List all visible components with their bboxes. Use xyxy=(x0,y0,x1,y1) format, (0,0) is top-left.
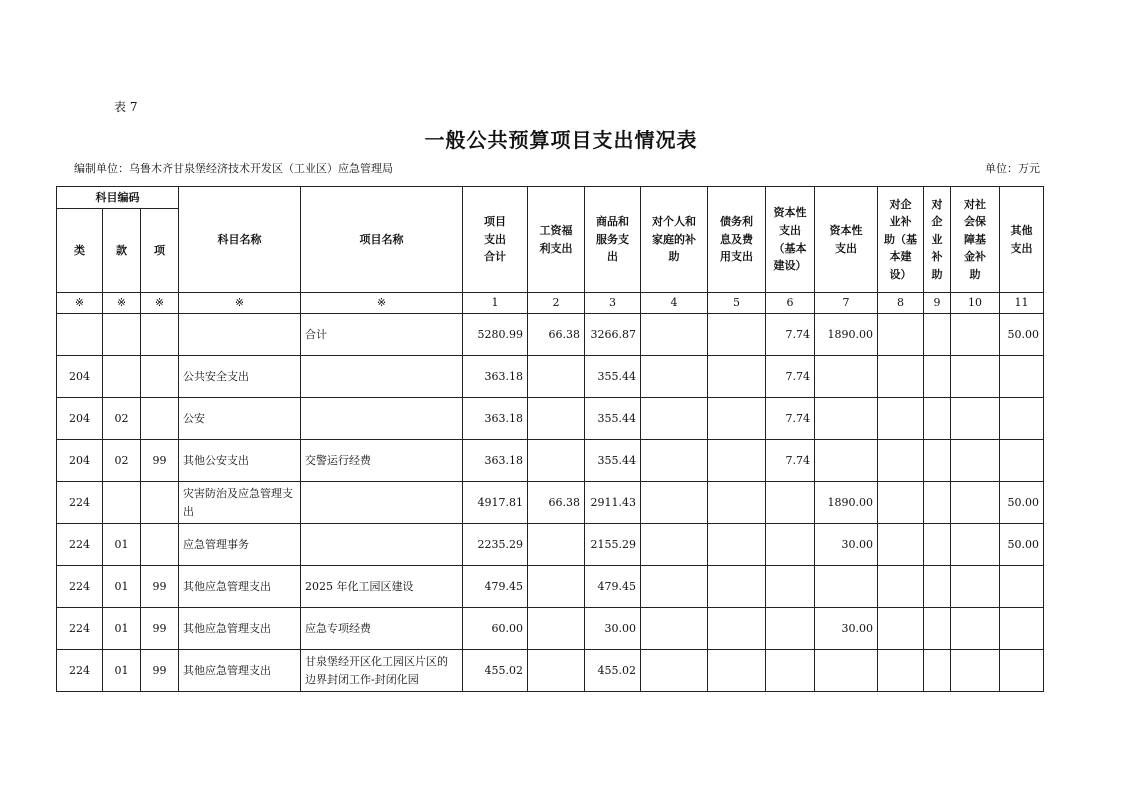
kuan-cell xyxy=(103,482,141,524)
subject-name-cell: 其他应急管理支出 xyxy=(179,650,301,692)
column-index-cell: 11 xyxy=(1000,293,1044,314)
value-cell xyxy=(815,440,878,482)
value-cell xyxy=(766,566,815,608)
table-row xyxy=(57,650,1044,692)
value-cell: 363.18 xyxy=(463,440,528,482)
value-cell: 7.74 xyxy=(766,356,815,398)
value-cell xyxy=(528,608,585,650)
value-cell: 50.00 xyxy=(1000,482,1044,524)
value-cell xyxy=(641,356,708,398)
value-cell xyxy=(924,650,951,692)
value-cell: 455.02 xyxy=(463,650,528,692)
value-cell xyxy=(951,440,1000,482)
kuan-cell: 01 xyxy=(103,566,141,608)
value-cell: 30.00 xyxy=(815,608,878,650)
value-cell xyxy=(951,650,1000,692)
value-cell xyxy=(528,440,585,482)
kuan-cell: 02 xyxy=(103,440,141,482)
value-cell xyxy=(641,440,708,482)
col-header-10: 对社 会保 障基 金补 助 xyxy=(951,187,1000,293)
value-cell xyxy=(878,314,924,356)
value-cell xyxy=(708,482,766,524)
value-cell xyxy=(878,608,924,650)
lei-cell: 224 xyxy=(57,482,103,524)
project-name-cell xyxy=(301,398,463,440)
value-cell xyxy=(815,398,878,440)
column-index-cell: ※ xyxy=(179,293,301,314)
value-cell: 355.44 xyxy=(585,398,641,440)
value-cell xyxy=(708,398,766,440)
value-cell: 4917.81 xyxy=(463,482,528,524)
project-name-cell xyxy=(301,356,463,398)
value-cell xyxy=(951,608,1000,650)
col-header-9: 对 企 业 补 助 xyxy=(924,187,951,293)
value-cell xyxy=(878,482,924,524)
value-cell xyxy=(641,398,708,440)
value-cell xyxy=(641,566,708,608)
value-cell: 7.74 xyxy=(766,398,815,440)
value-cell xyxy=(951,482,1000,524)
value-cell xyxy=(878,650,924,692)
value-cell: 30.00 xyxy=(585,608,641,650)
value-cell xyxy=(641,650,708,692)
value-cell xyxy=(878,566,924,608)
table-row xyxy=(57,314,1044,356)
column-index-cell: 4 xyxy=(641,293,708,314)
column-index-cell: 10 xyxy=(951,293,1000,314)
project-name-cell xyxy=(301,524,463,566)
project-name-header: 项目名称 xyxy=(301,187,463,293)
column-index-cell: 2 xyxy=(528,293,585,314)
subject-name-header: 科目名称 xyxy=(179,187,301,293)
value-cell xyxy=(924,356,951,398)
col-header-7: 资本性 支出 xyxy=(815,187,878,293)
subject-name-cell: 公安 xyxy=(179,398,301,440)
column-index-cell: 3 xyxy=(585,293,641,314)
value-cell xyxy=(708,566,766,608)
value-cell: 363.18 xyxy=(463,356,528,398)
value-cell xyxy=(878,356,924,398)
kuan-cell xyxy=(103,314,141,356)
table-row xyxy=(57,524,1044,566)
value-cell xyxy=(815,650,878,692)
value-cell: 355.44 xyxy=(585,356,641,398)
value-cell: 7.74 xyxy=(766,314,815,356)
table-row xyxy=(57,398,1044,440)
compiling-unit: 编制单位：乌鲁木齐甘泉堡经济技术开发区（工业区）应急管理局 xyxy=(74,162,393,175)
xiang-cell: 99 xyxy=(141,566,179,608)
value-cell: 479.45 xyxy=(463,566,528,608)
value-cell xyxy=(878,524,924,566)
value-cell xyxy=(641,608,708,650)
column-index-cell: 9 xyxy=(924,293,951,314)
xiang-cell xyxy=(141,314,179,356)
value-cell: 66.38 xyxy=(528,314,585,356)
kuan-cell: 01 xyxy=(103,608,141,650)
value-cell xyxy=(1000,398,1044,440)
value-cell xyxy=(924,608,951,650)
value-cell: 7.74 xyxy=(766,440,815,482)
value-cell xyxy=(528,650,585,692)
col-header-8: 对企 业补 助（基 本建 设） xyxy=(878,187,924,293)
value-cell xyxy=(878,440,924,482)
value-cell xyxy=(528,524,585,566)
value-cell xyxy=(528,356,585,398)
value-cell xyxy=(951,524,1000,566)
xiang-cell: 99 xyxy=(141,650,179,692)
lei-cell: 204 xyxy=(57,356,103,398)
xiang-cell xyxy=(141,482,179,524)
value-cell xyxy=(951,398,1000,440)
value-cell xyxy=(1000,608,1044,650)
lei-cell: 224 xyxy=(57,566,103,608)
column-index-cell: 7 xyxy=(815,293,878,314)
xiang-cell xyxy=(141,356,179,398)
value-cell: 50.00 xyxy=(1000,524,1044,566)
value-cell: 2235.29 xyxy=(463,524,528,566)
column-index-cell: ※ xyxy=(141,293,179,314)
column-index-row xyxy=(57,293,1044,314)
column-index-cell: ※ xyxy=(57,293,103,314)
project-name-cell: 交警运行经费 xyxy=(301,440,463,482)
column-index-cell: 1 xyxy=(463,293,528,314)
document-title: 一般公共预算项目支出情况表 xyxy=(424,128,698,152)
value-cell xyxy=(708,314,766,356)
column-index-cell: 5 xyxy=(708,293,766,314)
lei-cell: 224 xyxy=(57,608,103,650)
value-cell xyxy=(1000,650,1044,692)
value-cell xyxy=(951,314,1000,356)
value-cell: 3266.87 xyxy=(585,314,641,356)
value-cell xyxy=(708,524,766,566)
kuan-cell: 01 xyxy=(103,524,141,566)
value-cell xyxy=(951,566,1000,608)
value-cell: 60.00 xyxy=(463,608,528,650)
column-index-cell: 6 xyxy=(766,293,815,314)
value-cell xyxy=(1000,440,1044,482)
project-name-cell xyxy=(301,482,463,524)
xiang-cell: 99 xyxy=(141,608,179,650)
value-cell: 2155.29 xyxy=(585,524,641,566)
value-cell xyxy=(924,482,951,524)
table-row xyxy=(57,440,1044,482)
xiang-cell xyxy=(141,398,179,440)
lei-cell: 224 xyxy=(57,524,103,566)
col-header-1: 项目 支出 合计 xyxy=(463,187,528,293)
subject-name-cell: 应急管理事务 xyxy=(179,524,301,566)
subject-name-cell: 其他应急管理支出 xyxy=(179,566,301,608)
kuan-header: 款 xyxy=(103,209,141,293)
value-cell: 363.18 xyxy=(463,398,528,440)
value-cell xyxy=(815,356,878,398)
kuan-cell: 01 xyxy=(103,650,141,692)
value-cell xyxy=(815,566,878,608)
value-cell xyxy=(766,650,815,692)
lei-cell: 224 xyxy=(57,650,103,692)
value-cell: 30.00 xyxy=(815,524,878,566)
table-row xyxy=(57,566,1044,608)
value-cell xyxy=(766,608,815,650)
value-cell: 50.00 xyxy=(1000,314,1044,356)
value-cell xyxy=(924,524,951,566)
value-cell xyxy=(924,398,951,440)
value-cell xyxy=(528,566,585,608)
col-header-4: 对个人和 家庭的补 助 xyxy=(641,187,708,293)
project-name-cell: 2025 年化工园区建设 xyxy=(301,566,463,608)
subject-name-cell: 其他公安支出 xyxy=(179,440,301,482)
value-cell xyxy=(924,440,951,482)
value-cell xyxy=(641,314,708,356)
value-cell: 2911.43 xyxy=(585,482,641,524)
value-cell: 455.02 xyxy=(585,650,641,692)
lei-header: 类 xyxy=(57,209,103,293)
code-group-header: 科目编码 xyxy=(57,187,179,209)
lei-cell xyxy=(57,314,103,356)
subject-name-cell: 灾害防治及应急管理支出 xyxy=(179,482,301,524)
table-row xyxy=(57,608,1044,650)
value-cell xyxy=(1000,566,1044,608)
value-cell xyxy=(766,524,815,566)
col-header-2: 工资福 利支出 xyxy=(528,187,585,293)
value-cell xyxy=(708,440,766,482)
subject-name-cell: 公共安全支出 xyxy=(179,356,301,398)
budget-table xyxy=(56,186,1044,692)
column-index-cell: 8 xyxy=(878,293,924,314)
value-cell xyxy=(924,566,951,608)
value-cell xyxy=(878,398,924,440)
value-cell xyxy=(708,356,766,398)
value-cell xyxy=(641,524,708,566)
subject-name-cell: 其他应急管理支出 xyxy=(179,608,301,650)
subject-name-cell xyxy=(179,314,301,356)
xiang-cell: 99 xyxy=(141,440,179,482)
value-cell xyxy=(924,314,951,356)
lei-cell: 204 xyxy=(57,398,103,440)
table-row xyxy=(57,482,1044,524)
lei-cell: 204 xyxy=(57,440,103,482)
table-row xyxy=(57,356,1044,398)
value-cell xyxy=(528,398,585,440)
col-header-5: 债务利 息及费 用支出 xyxy=(708,187,766,293)
value-cell xyxy=(766,482,815,524)
column-index-cell: ※ xyxy=(301,293,463,314)
value-cell xyxy=(708,608,766,650)
kuan-cell xyxy=(103,356,141,398)
value-cell xyxy=(951,356,1000,398)
col-header-6: 资本性 支出 （基本 建设） xyxy=(766,187,815,293)
column-index-cell: ※ xyxy=(103,293,141,314)
value-cell xyxy=(641,482,708,524)
project-name-cell: 合计 xyxy=(301,314,463,356)
project-name-cell: 应急专项经费 xyxy=(301,608,463,650)
value-cell: 355.44 xyxy=(585,440,641,482)
value-cell xyxy=(708,650,766,692)
value-cell: 1890.00 xyxy=(815,314,878,356)
value-cell: 66.38 xyxy=(528,482,585,524)
col-header-3: 商品和 服务支 出 xyxy=(585,187,641,293)
project-name-cell: 甘泉堡经开区化工园区片区的边界封闭工作-封闭化园 xyxy=(301,650,463,692)
value-cell: 479.45 xyxy=(585,566,641,608)
table-number: 表 7 xyxy=(114,100,138,114)
xiang-header: 项 xyxy=(141,209,179,293)
xiang-cell xyxy=(141,524,179,566)
currency-unit: 单位：万元 xyxy=(985,162,1040,175)
value-cell: 1890.00 xyxy=(815,482,878,524)
value-cell xyxy=(1000,356,1044,398)
kuan-cell: 02 xyxy=(103,398,141,440)
value-cell: 5280.99 xyxy=(463,314,528,356)
col-header-11: 其他 支出 xyxy=(1000,187,1044,293)
